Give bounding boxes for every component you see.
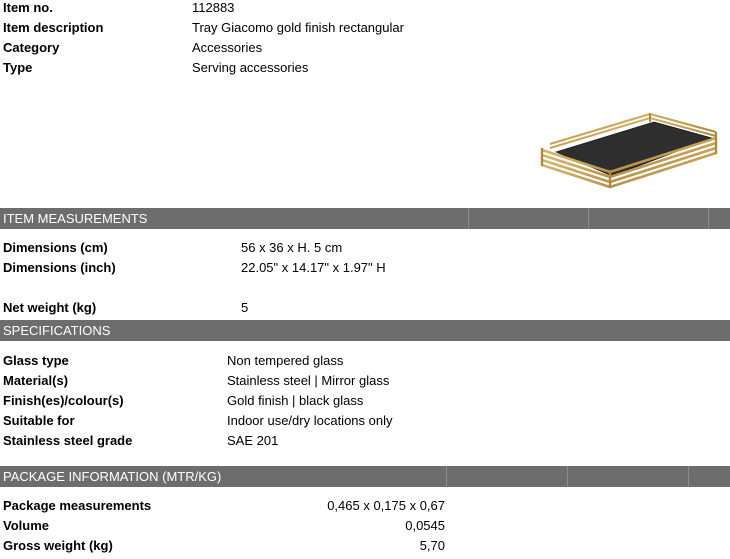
specifications-header-text: SPECIFICATIONS (3, 323, 111, 338)
dimensions-inch-label: Dimensions (inch) (3, 260, 116, 275)
item-description-label: Item description (3, 20, 104, 35)
materials-value: Stainless steel | Mirror glass (227, 373, 390, 388)
package-measurements-label: Package measurements (3, 498, 152, 513)
gross-weight-value: 5,70 (419, 538, 445, 553)
item-no-label: Item no. (3, 0, 53, 15)
header-cell-divider (708, 208, 709, 229)
header-cell-divider (468, 208, 469, 229)
volume-value: 0,0545 (405, 518, 445, 533)
type-value: Serving accessories (192, 60, 309, 75)
suitable-for-label: Suitable for (3, 413, 75, 428)
materials-label: Material(s) (3, 373, 69, 388)
package-header (0, 466, 730, 487)
steel-grade-value: SAE 201 (227, 433, 279, 448)
item-no-value: 112883 (192, 0, 235, 15)
net-weight-label: Net weight (kg) (3, 300, 97, 315)
suitable-for-value: Indoor use/dry locations only (227, 413, 393, 428)
dimensions-inch-value: 22.05" x 14.17" x 1.97" H (241, 260, 386, 275)
item-description-value: Tray Giacomo gold finish rectangular (192, 20, 404, 35)
header-cell-divider (446, 466, 447, 487)
specifications-header (0, 320, 730, 341)
tray-illustration (536, 110, 722, 190)
header-cell-divider (588, 208, 589, 229)
type-label: Type (3, 60, 33, 75)
steel-grade-label: Stainless steel grade (3, 433, 133, 448)
header-cell-divider (567, 466, 568, 487)
category-value: Accessories (192, 40, 263, 55)
dimensions-cm-value: 56 x 36 x H. 5 cm (241, 240, 343, 255)
volume-label: Volume (3, 518, 49, 533)
header-cell-divider (688, 466, 689, 487)
net-weight-value: 5 (241, 300, 249, 315)
finish-colour-value: Gold finish | black glass (227, 393, 364, 408)
package-measurements-value: 0,465 x 0,175 x 0,67 (327, 498, 445, 513)
gross-weight-label: Gross weight (kg) (3, 538, 113, 553)
dimensions-cm-label: Dimensions (cm) (3, 240, 108, 255)
package-header-text: PACKAGE INFORMATION (MTR/KG) (3, 469, 222, 484)
measurements-header (0, 208, 730, 229)
measurements-header-text: ITEM MEASUREMENTS (3, 211, 148, 226)
glass-type-value: Non tempered glass (227, 353, 344, 368)
category-label: Category (3, 40, 60, 55)
gold-tray-image (536, 110, 722, 190)
glass-type-label: Glass type (3, 353, 69, 368)
finish-colour-label: Finish(es)/colour(s) (3, 393, 124, 408)
